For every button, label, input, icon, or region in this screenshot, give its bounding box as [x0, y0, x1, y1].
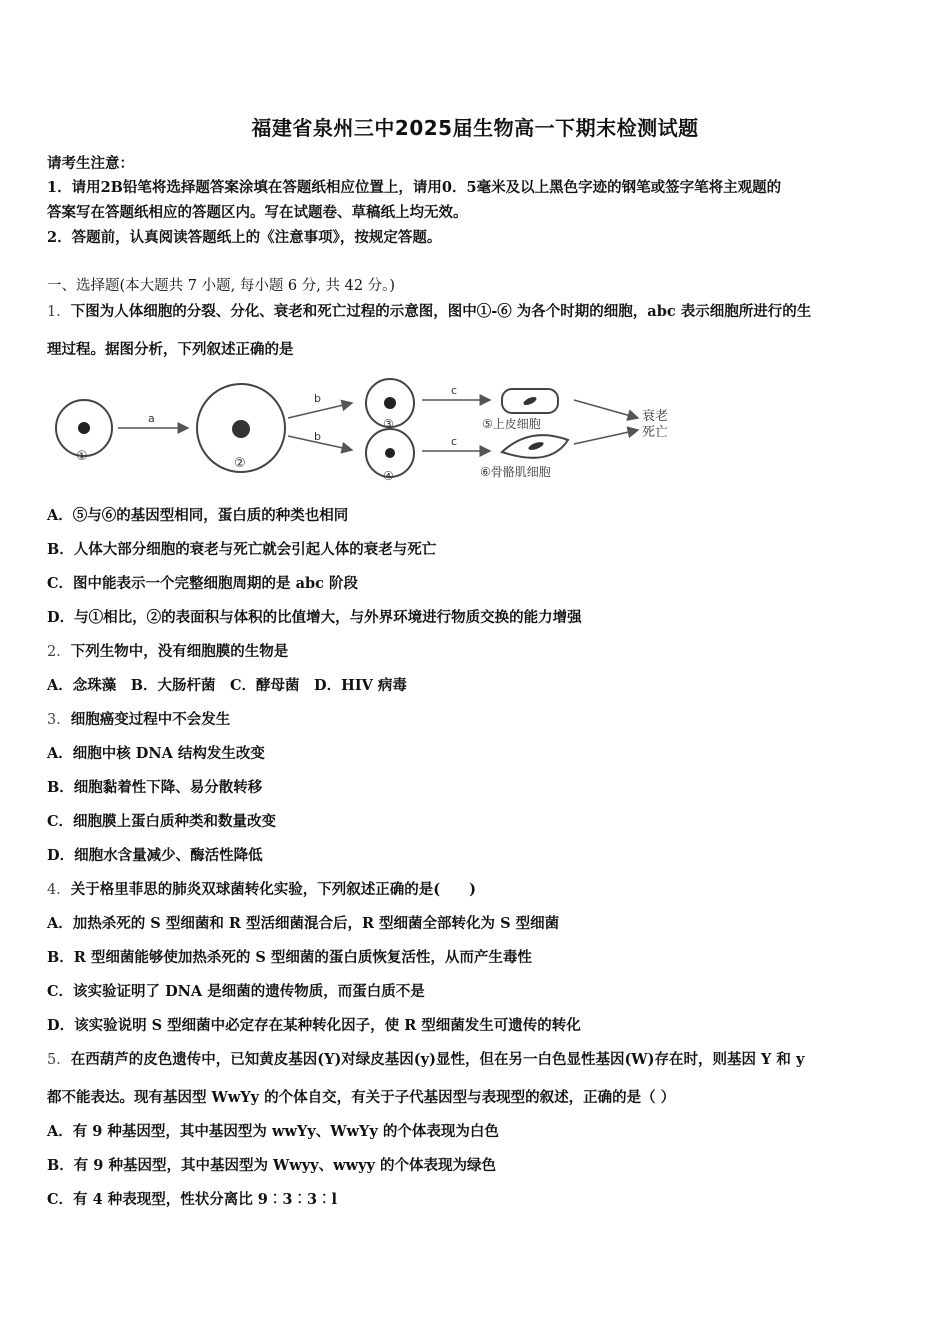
notice-item-1-line-1: 1．请用2B铅笔将选择题答案涂填在答题纸相应位置上，请用0．5毫米及以上黑色字迹的钢笔或签字笔将主观题的 [47, 179, 782, 196]
notice-item-2: 2．答题前，认真阅读答题纸上的《注意事项》，按规定答题。 [47, 229, 442, 246]
question-2-options: A．念珠藻 B．大肠杆菌 C．酵母菌 D．HIV 病毒 [47, 677, 407, 694]
question-5-stem-line-1: 在西葫芦的皮色遗传中，已知黄皮基因(Y)对绿皮基因(y)显性，但在另一白色显性基因(W)存在时，则基因 Y 和 y [70, 1051, 805, 1068]
question-4-option-a: A．加热杀死的 S 型细菌和 R 型活细菌混合后，R 型细菌全部转化为 S 型细菌 [47, 915, 560, 932]
question-3-option-c: C．细胞膜上蛋白质种类和数量改变 [47, 813, 277, 830]
arrow-b-upper-label: b [314, 392, 321, 405]
question-3-option-d: D．细胞水含量减少、酶活性降低 [47, 847, 263, 864]
arrow-to-aging-upper [574, 400, 638, 418]
cell-2-label: ② [234, 456, 246, 471]
arrow-to-aging-lower [574, 430, 638, 444]
notice-heading: 请考生注意： [47, 155, 134, 172]
cell-process-diagram [50, 378, 690, 486]
question-4-option-b: B．R 型细菌能够使加热杀死的 S 型细菌的蛋白质恢复活性，从而产生毒性 [47, 949, 532, 966]
question-2-stem-text: 下列生物中，没有细胞膜的生物是 [70, 643, 289, 660]
question-1-option-d: D．与①相比，②的表面积与体积的比值增大，与外界环境进行物质交换的能力增强 [47, 609, 582, 626]
aging-label: 衰老 [642, 409, 669, 424]
cell-3-label: ③ [383, 417, 394, 431]
question-1-stem-line-2: 理过程。据图分析，下列叙述正确的是 [47, 341, 294, 358]
arrow-c-upper-label: c [451, 384, 458, 397]
question-5-stem-line-2: 都不能表达。现有基因型 WwYy 的个体自交，有关于子代基因型与表现型的叙述，正确的是（ ） [47, 1089, 676, 1106]
arrow-c-lower-label: c [451, 435, 458, 448]
question-3-number: 3． [47, 712, 71, 728]
question-2-stem [47, 643, 288, 661]
cell-4-label: ④ [383, 469, 394, 483]
question-1-stem-line-1: 下图为人体细胞的分裂、分化、衰老和死亡过程的示意图，图中①-⑥ 为各个时期的细胞，abc 表示细胞所进行的生 [70, 303, 812, 320]
question-4-stem-text: 关于格里菲思的肺炎双球菌转化实验，下列叙述正确的是( ) [70, 881, 476, 898]
question-5-option-a: A．有 9 种基因型，其中基因型为 wwYy、WwYy 的个体表现为白色 [47, 1123, 499, 1140]
question-1-option-b: B．人体大部分细胞的衰老与死亡就会引起人体的衰老与死亡 [47, 541, 437, 558]
section-heading: 一、选择题(本大题共 7 小题, 每小题 6 分, 共 42 分。) [47, 278, 396, 294]
question-2-number: 2． [47, 644, 71, 660]
question-4-option-c: C．该实验证明了 DNA 是细菌的遗传物质，而蛋白质不是 [47, 983, 425, 1000]
question-1-number: 1． [47, 304, 71, 320]
question-1-option-a: A．⑤与⑥的基因型相同，蛋白质的种类也相同 [47, 507, 349, 524]
arrow-b-lower-label: b [314, 430, 321, 443]
question-5-stem [47, 1051, 804, 1069]
muscle-cell-icon [502, 435, 568, 458]
question-5-number: 5． [47, 1052, 71, 1068]
question-5-option-c: C．有 4 种表现型，性状分离比 9︰3︰3︰l [47, 1191, 338, 1208]
question-4-stem [47, 881, 476, 899]
question-4-option-d: D．该实验说明 S 型细菌中必定存在某种转化因子，使 R 型细菌发生可遗传的转化 [47, 1017, 581, 1034]
epithelial-cell-icon [502, 389, 558, 413]
question-4-number: 4． [47, 882, 71, 898]
question-3-stem-text: 细胞癌变过程中不会发生 [70, 711, 231, 728]
cell-6-label: ⑥骨骼肌细胞 [480, 465, 551, 479]
question-3-option-b: B．细胞黏着性下降、易分散转移 [47, 779, 263, 796]
question-3-option-a: A．细胞中核 DNA 结构发生改变 [47, 745, 265, 762]
cell-5-label: ⑤上皮细胞 [482, 417, 541, 431]
question-1-stem [47, 303, 811, 321]
question-1-option-c: C．图中能表示一个完整细胞周期的是 abc 阶段 [47, 575, 358, 592]
cell-1-label: ① [76, 449, 88, 464]
question-5-option-b: B．有 9 种基因型，其中基因型为 Wwyy、wwyy 的个体表现为绿色 [47, 1157, 496, 1174]
page-title: 福建省泉州三中2025届生物高一下期末检测试题 [251, 116, 699, 140]
death-label: 死亡 [642, 425, 669, 440]
arrow-b-upper [288, 403, 352, 418]
cell-1-icon [56, 400, 112, 456]
arrow-a-label: a [148, 412, 155, 425]
question-3-stem [47, 711, 230, 729]
notice-item-1-line-2: 答案写在答题纸相应的答题区内。写在试题卷、草稿纸上均无效。 [47, 204, 468, 221]
